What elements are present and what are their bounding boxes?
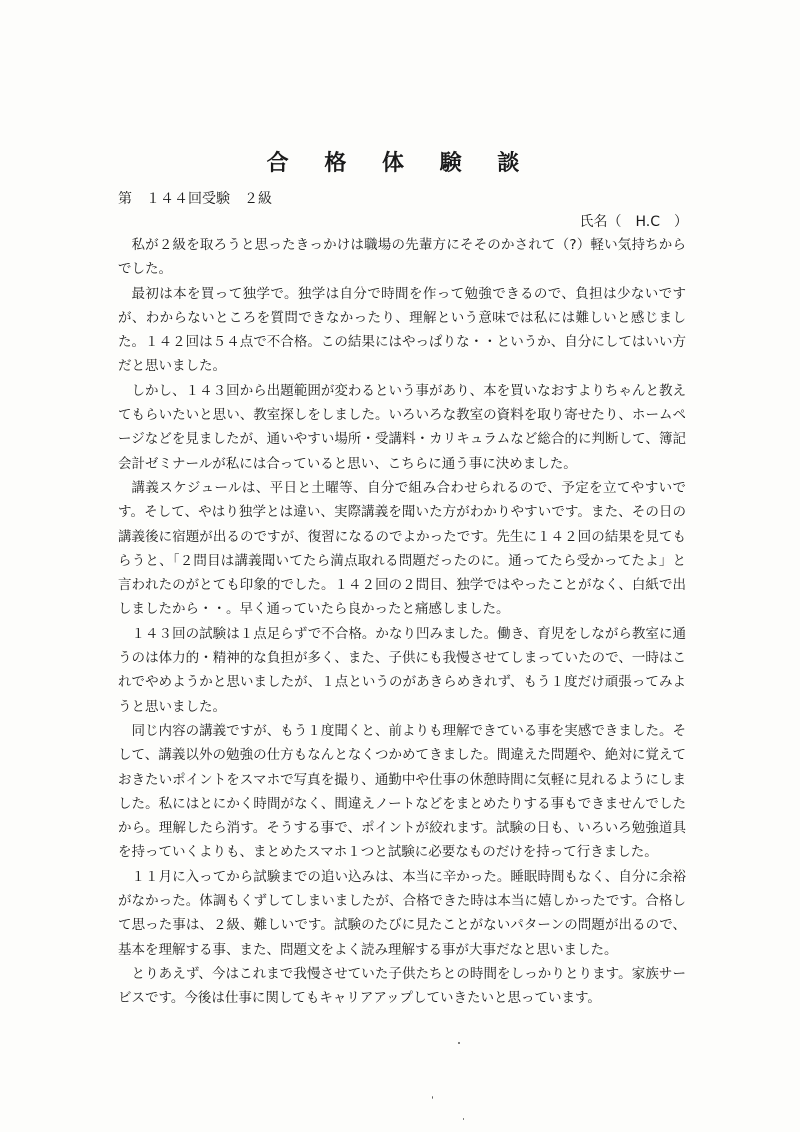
paragraph: 講義スケジュールは、平日と土曜等、自分で組み合わせられるので、予定を立てやすいです。そして、やはり独学とは違い、実際講義を聞いた方がわかりやすいです。また、その日の講義後に宿題が出るのですが、復習になるのでよかったです。先生に１４２回の結果を見てもらうと、「２問目は講義聞いてたら満点取れる問題だったのに。通ってたら受かってたよ」と言われたのがとても印象的でした。１４２回の２問目、独学ではやったことがなく、白紙で出しましたから・・。早く通っていたら良かったと痛感しました。	[118, 479, 686, 618]
author-name: 氏名（ H.C ）	[579, 214, 688, 230]
paragraph: とりあえず、今はこれまで我慢させていた子供たちとの時間をしっかりとります。家族サービスです。今後は仕事に関してもキャリアアップしていきたいと思っています。	[118, 965, 686, 1007]
paragraph: しかし、１４３回から出題範囲が変わるという事があり、本を買いなおすよりちゃんと教えてもらいたいと思い、教室探しをしました。いろいろな教室の資料を取り寄せたり、ホームページなどを見ましたが、通いやすい場所・受講料・カリキュラムなど総合的に判断して、簿記会計ゼミナールが私には合っていると思い、こちらに通う事に決めました。	[118, 382, 686, 472]
document-title: 合 格 体 験 談	[266, 151, 534, 176]
scan-speck	[463, 1118, 464, 1120]
paragraph: 私が２級を取ろうと思ったきっかけは職場の先輩方にそそのかされて（?）軽い気持ちからでした。	[118, 237, 686, 278]
paragraph: １１月に入ってから試験までの追い込みは、本当に辛かった。睡眠時間もなく、自分に余裕がなかった。体調もくずしてしまいましたが、合格できた時は本当に嬉しかったです。合格して思った事は、２級、難しいです。試験のたびに見たことがないパターンの問題が出るので、基本を理解する事、また、問題文をよく読み理解する事が大事だなと思いました。	[118, 868, 686, 958]
scan-speck	[432, 1096, 433, 1099]
document-body	[118, 233, 686, 1011]
exam-info: 第 １４４回受験 ２級	[118, 191, 272, 207]
scan-speck	[458, 1042, 460, 1044]
paragraph: 最初は本を買って独学で。独学は自分で時間を作って勉強できるので、負担は少ないですが、わからないところを質問できなかったり、理解という意味では私には難しいと感じました。１４２回は５４点で不合格。この結果にはやっぱりな・・というか、自分にしてはいい方だと思いました。	[118, 285, 686, 375]
paragraph: １４３回の試験は１点足らずで不合格。かなり凹みました。働き、育児をしながら教室に通うのは体力的・精神的な負担が多く、また、子供にも我慢させてしまっていたので、一時はこれでやめようかと思いましたが、１点というのがあきらめきれず、もう１度だけ頑張ってみようと思いました。	[118, 625, 686, 715]
paragraph: 同じ内容の講義ですが、もう１度聞くと、前よりも理解できている事を実感できました。そして、講義以外の勉強の仕方もなんとなくつかめてきました。間違えた問題や、絶対に覚えておきたいポイントをスマホで写真を撮り、通勤中や仕事の休憩時間に気軽に見れるようにしました。私にはとにかく時間がなく、間違えノートなどをまとめたりする事もできませんでしたから。理解したら消す。そうする事で、ポイントが絞れます。試験の日も、いろいろ勉強道具を持っていくよりも、まとめたスマホ１つと試験に必要なものだけを持って行きました。	[118, 722, 686, 861]
